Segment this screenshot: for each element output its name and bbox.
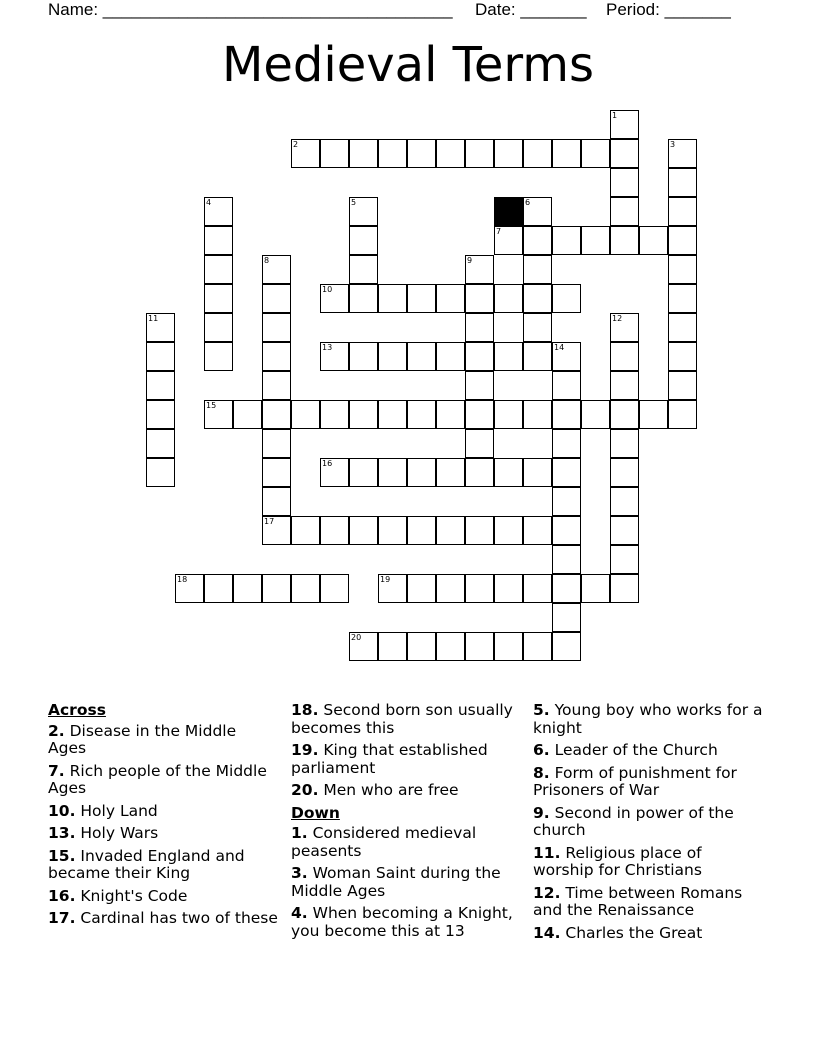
grid-cell[interactable] xyxy=(349,632,378,661)
grid-cell[interactable] xyxy=(436,458,465,487)
grid-cell[interactable] xyxy=(465,429,494,458)
grid-cell[interactable] xyxy=(407,574,436,603)
grid-cell[interactable] xyxy=(407,516,436,545)
grid-cell[interactable] xyxy=(552,603,581,632)
clue-number-label: 2. xyxy=(48,721,65,740)
grid-cell[interactable] xyxy=(349,342,378,371)
grid-cell[interactable] xyxy=(465,516,494,545)
grid-cell[interactable] xyxy=(407,139,436,168)
grid-cell[interactable] xyxy=(436,400,465,429)
grid-cell[interactable] xyxy=(610,342,639,371)
clue-number-label: 1. xyxy=(291,824,308,842)
grid-cell[interactable] xyxy=(146,429,175,458)
clue-number-label: 9. xyxy=(533,803,550,822)
grid-cell[interactable] xyxy=(552,284,581,313)
clue-item: 8. Form of punishment for Prisoners of War xyxy=(533,763,737,799)
grid-cell[interactable] xyxy=(320,516,349,545)
clue-number: 4 xyxy=(206,198,212,207)
clue-item: 14. Charles the Great xyxy=(533,923,703,942)
clues-column-3 xyxy=(533,702,763,947)
grid-cell[interactable] xyxy=(407,632,436,661)
clue-number-label: 5. xyxy=(533,701,550,719)
clue-item: 17. Cardinal has two of these xyxy=(48,909,278,927)
grid-cell[interactable] xyxy=(204,284,233,313)
grid-cell[interactable] xyxy=(407,284,436,313)
grid-cell[interactable] xyxy=(494,458,523,487)
grid-cell[interactable] xyxy=(349,139,378,168)
grid-cell[interactable] xyxy=(552,516,581,545)
clue-number-label: 12. xyxy=(533,883,561,902)
clue-number-label: 18. xyxy=(291,701,319,719)
grid-cell[interactable] xyxy=(552,342,581,371)
grid-cell[interactable] xyxy=(552,226,581,255)
grid-cell[interactable] xyxy=(465,458,494,487)
clue-number-label: 14. xyxy=(533,923,561,942)
grid-cell[interactable] xyxy=(523,632,552,661)
grid-cell[interactable] xyxy=(610,516,639,545)
grid-cell[interactable] xyxy=(494,516,523,545)
grid-cell[interactable] xyxy=(523,458,552,487)
clues-column-2 xyxy=(291,702,521,945)
period-field[interactable]: Period: _______ xyxy=(606,0,731,19)
grid-cell[interactable] xyxy=(175,574,204,603)
grid-cell[interactable] xyxy=(320,139,349,168)
grid-cell[interactable] xyxy=(233,574,262,603)
grid-cell[interactable] xyxy=(262,400,291,429)
grid-cell[interactable] xyxy=(378,516,407,545)
grid-cell[interactable] xyxy=(291,400,320,429)
grid-cell[interactable] xyxy=(465,632,494,661)
grid-cell[interactable] xyxy=(523,197,552,226)
clue-number-label: 16. xyxy=(48,886,76,905)
clue-number-label: 11. xyxy=(533,843,561,862)
grid-cell[interactable] xyxy=(262,574,291,603)
grid-cell[interactable] xyxy=(465,342,494,371)
grid-cell[interactable] xyxy=(552,400,581,429)
grid-cell[interactable] xyxy=(610,226,639,255)
grid-cell[interactable] xyxy=(378,284,407,313)
grid-cell[interactable] xyxy=(349,516,378,545)
name-field[interactable]: Name: _____________________________________ xyxy=(48,0,453,19)
grid-cell[interactable] xyxy=(465,371,494,400)
clue-number-label: 6. xyxy=(533,741,550,759)
grid-cell[interactable] xyxy=(610,313,639,342)
grid-cell[interactable] xyxy=(494,139,523,168)
grid-cell[interactable] xyxy=(349,400,378,429)
grid-cell[interactable] xyxy=(204,574,233,603)
grid-cell[interactable] xyxy=(262,313,291,342)
clue-number: 13 xyxy=(322,343,333,352)
grid-cell[interactable] xyxy=(668,342,697,371)
clue-number: 11 xyxy=(148,314,159,323)
grid-cell[interactable] xyxy=(262,516,291,545)
clue-item: 18. Second born son usually becomes this xyxy=(291,701,513,737)
grid-cell[interactable] xyxy=(465,574,494,603)
grid-cell[interactable] xyxy=(349,255,378,284)
clue-number-label: 8. xyxy=(533,763,550,782)
grid-cell[interactable] xyxy=(581,574,610,603)
grid-cell[interactable] xyxy=(204,226,233,255)
grid-cell[interactable] xyxy=(552,632,581,661)
grid-cell[interactable] xyxy=(262,487,291,516)
page-title: Medieval Terms xyxy=(221,37,595,93)
grid-cell[interactable] xyxy=(610,429,639,458)
grid-cell[interactable] xyxy=(146,458,175,487)
grid-cell[interactable] xyxy=(523,574,552,603)
grid-cell[interactable] xyxy=(668,168,697,197)
grid-cell[interactable] xyxy=(552,458,581,487)
grid-cell[interactable] xyxy=(581,226,610,255)
grid-cell[interactable] xyxy=(523,226,552,255)
grid-cell[interactable] xyxy=(552,429,581,458)
grid-cell[interactable] xyxy=(639,226,668,255)
clues-column-1 xyxy=(48,702,278,933)
grid-cell[interactable] xyxy=(378,574,407,603)
grid-cell[interactable] xyxy=(378,400,407,429)
grid-cell[interactable] xyxy=(494,226,523,255)
grid-cell[interactable] xyxy=(436,342,465,371)
clue-item: 12. Time between Romans and the Renaissance xyxy=(533,883,743,919)
grid-cell[interactable] xyxy=(262,342,291,371)
clue-item: 10. Holy Land xyxy=(48,801,158,820)
grid-cell[interactable] xyxy=(523,342,552,371)
clue-number: 7 xyxy=(496,227,502,236)
grid-cell[interactable] xyxy=(349,284,378,313)
grid-cell[interactable] xyxy=(668,226,697,255)
grid-cell[interactable] xyxy=(523,516,552,545)
grid-cell[interactable] xyxy=(320,574,349,603)
grid-cell[interactable] xyxy=(523,400,552,429)
grid-cell[interactable] xyxy=(146,342,175,371)
grid-cell[interactable] xyxy=(610,400,639,429)
grid-cell[interactable] xyxy=(436,139,465,168)
grid-cell[interactable] xyxy=(523,284,552,313)
grid-cell[interactable] xyxy=(581,139,610,168)
grid-cell[interactable] xyxy=(523,255,552,284)
grid-cell[interactable] xyxy=(349,458,378,487)
clue-number-label: 19. xyxy=(291,741,319,759)
grid-cell[interactable] xyxy=(494,400,523,429)
grid-cell[interactable] xyxy=(494,574,523,603)
grid-cell[interactable] xyxy=(668,284,697,313)
date-field[interactable]: Date: _______ xyxy=(475,0,587,19)
grid-cell[interactable] xyxy=(436,284,465,313)
grid-cell[interactable] xyxy=(465,313,494,342)
grid-cell[interactable] xyxy=(610,458,639,487)
clue-number: 20 xyxy=(351,633,362,642)
clue-number: 6 xyxy=(525,198,531,207)
grid-cell[interactable] xyxy=(436,516,465,545)
black-cell xyxy=(494,197,523,226)
grid-cell[interactable] xyxy=(320,284,349,313)
grid-cell[interactable] xyxy=(494,284,523,313)
grid-cell[interactable] xyxy=(262,284,291,313)
grid-cell[interactable] xyxy=(668,255,697,284)
grid-cell[interactable] xyxy=(552,139,581,168)
clue-number: 8 xyxy=(264,256,270,265)
grid-cell[interactable] xyxy=(407,342,436,371)
clue-item: 11. Religious place of worship for Christians xyxy=(533,843,702,879)
grid-cell[interactable] xyxy=(378,139,407,168)
grid-cell[interactable] xyxy=(465,139,494,168)
grid-cell[interactable] xyxy=(146,313,175,342)
clue-item: 1. Considered medieval peasents xyxy=(291,824,477,860)
clue-number: 17 xyxy=(264,517,275,526)
grid-cell[interactable] xyxy=(523,313,552,342)
grid-cell[interactable] xyxy=(639,400,668,429)
grid-cell[interactable] xyxy=(465,400,494,429)
clue-number-label: 17. xyxy=(48,909,76,927)
grid-cell[interactable] xyxy=(262,255,291,284)
clue-item: 19. King that established parliament xyxy=(291,741,488,777)
clue-item: 9. Second in power of the church xyxy=(533,803,734,839)
clue-item: 7. Rich people of the Middle Ages xyxy=(48,761,267,797)
grid-cell[interactable] xyxy=(407,458,436,487)
grid-cell[interactable] xyxy=(581,400,610,429)
grid-cell[interactable] xyxy=(610,139,639,168)
grid-cell[interactable] xyxy=(610,371,639,400)
grid-cell[interactable] xyxy=(320,342,349,371)
grid-cell[interactable] xyxy=(262,458,291,487)
clue-number-label: 4. xyxy=(291,904,308,922)
grid-cell[interactable] xyxy=(291,516,320,545)
grid-cell[interactable] xyxy=(349,197,378,226)
grid-cell[interactable] xyxy=(465,284,494,313)
grid-cell[interactable] xyxy=(610,197,639,226)
grid-cell[interactable] xyxy=(378,458,407,487)
grid-cell[interactable] xyxy=(610,574,639,603)
grid-cell[interactable] xyxy=(465,255,494,284)
clue-section-heading: Across xyxy=(48,701,106,719)
grid-cell[interactable] xyxy=(349,226,378,255)
clue-number: 2 xyxy=(293,140,299,149)
grid-cell[interactable] xyxy=(204,400,233,429)
grid-cell[interactable] xyxy=(204,313,233,342)
clue-number: 19 xyxy=(380,575,391,584)
clue-number-label: 10. xyxy=(48,801,76,820)
clue-number-label: 3. xyxy=(291,864,308,882)
grid-cell[interactable] xyxy=(436,632,465,661)
grid-cell[interactable] xyxy=(610,168,639,197)
grid-cell[interactable] xyxy=(610,487,639,516)
clue-item: 13. Holy Wars xyxy=(48,824,159,842)
grid-cell[interactable] xyxy=(146,400,175,429)
clue-number: 10 xyxy=(322,285,333,294)
grid-cell[interactable] xyxy=(610,545,639,574)
grid-cell[interactable] xyxy=(610,110,639,139)
clue-item: 4. When becoming a Knight, you become this at 13 xyxy=(291,904,513,940)
grid-cell[interactable] xyxy=(291,574,320,603)
grid-cell[interactable] xyxy=(668,197,697,226)
clue-number-label: 7. xyxy=(48,761,65,780)
clue-number: 16 xyxy=(322,459,333,468)
clue-item: 3. Woman Saint during the Middle Ages xyxy=(291,864,501,900)
grid-cell[interactable] xyxy=(552,371,581,400)
grid-cell[interactable] xyxy=(204,342,233,371)
grid-cell[interactable] xyxy=(262,371,291,400)
grid-cell[interactable] xyxy=(668,139,697,168)
clue-item: 20. Men who are free xyxy=(291,781,459,799)
grid-cell[interactable] xyxy=(668,400,697,429)
clue-item: 5. Young boy who works for a knight xyxy=(533,701,763,737)
grid-cell[interactable] xyxy=(494,342,523,371)
grid-cell[interactable] xyxy=(291,139,320,168)
grid-cell[interactable] xyxy=(320,458,349,487)
clue-number: 9 xyxy=(467,256,473,265)
grid-cell[interactable] xyxy=(552,545,581,574)
grid-cell[interactable] xyxy=(436,574,465,603)
grid-cell[interactable] xyxy=(407,400,436,429)
grid-cell[interactable] xyxy=(146,371,175,400)
clue-section-heading: Down xyxy=(291,803,340,822)
grid-cell[interactable] xyxy=(320,400,349,429)
grid-cell[interactable] xyxy=(262,429,291,458)
grid-cell[interactable] xyxy=(668,313,697,342)
clue-number: 1 xyxy=(612,111,618,120)
grid-cell[interactable] xyxy=(552,574,581,603)
clue-number: 5 xyxy=(351,198,357,207)
clue-item: 6. Leader of the Church xyxy=(533,741,718,759)
clue-number: 14 xyxy=(554,343,565,352)
clue-number-label: 13. xyxy=(48,824,76,842)
grid-cell[interactable] xyxy=(668,371,697,400)
clue-item: 15. Invaded England and became their King xyxy=(48,846,245,882)
grid-cell[interactable] xyxy=(204,197,233,226)
clue-number-label: 20. xyxy=(291,781,319,799)
grid-cell[interactable] xyxy=(204,255,233,284)
grid-cell[interactable] xyxy=(378,632,407,661)
grid-cell[interactable] xyxy=(523,139,552,168)
clue-number: 3 xyxy=(670,140,676,149)
clue-item: 2. Disease in the Middle Ages xyxy=(48,721,237,757)
grid-cell[interactable] xyxy=(552,487,581,516)
clue-number: 12 xyxy=(612,314,623,323)
grid-cell[interactable] xyxy=(494,632,523,661)
clue-item: 16. Knight's Code xyxy=(48,886,188,905)
clue-number: 15 xyxy=(206,401,217,410)
grid-cell[interactable] xyxy=(233,400,262,429)
clue-number: 18 xyxy=(177,575,188,584)
grid-cell[interactable] xyxy=(378,342,407,371)
clue-number-label: 15. xyxy=(48,846,76,865)
